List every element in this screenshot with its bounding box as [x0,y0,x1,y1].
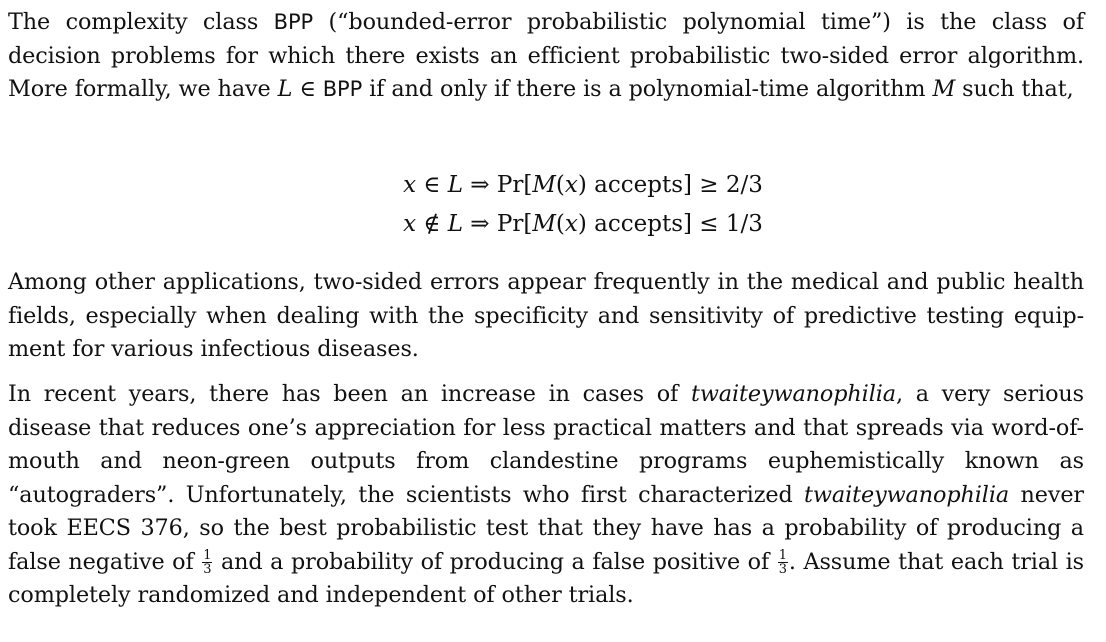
disease-name: twaiteywanophilia [690,381,896,407]
disease-text-2: , a very serious disease that reduces one’s appreciation for less practical matters and that spreads via word-of-mouth and neon-green outputs from clandestine programs euphemistically known as “autograders”. Unfortunately, the scientists who first characterized [8,381,1084,508]
disease-paragraph [8,378,1084,613]
class-name-bpp: BPP [273,10,314,34]
eq2-var-L: L [447,211,463,237]
eq2-tail: ) accepts] ≤ 1/3 [577,211,763,237]
eq1-relation: ∈ [416,172,448,198]
eq1-tail: ) accepts] ≥ 2/3 [577,172,763,198]
intro-text-1: The complexity class [8,9,274,35]
eq2-var-x-2: x [564,211,578,237]
fraction-numerator: 1 [778,548,787,563]
disease-name-2: twaiteywanophilia [804,481,1010,508]
eq2-var-x: x [403,211,417,237]
eq1-var-x: x [403,172,417,198]
math-var-L: L [277,76,293,102]
equation-accept [0,170,1106,200]
fraction-numerator: 1 [203,548,212,563]
eq2-var-M: M [532,211,556,237]
eq1-implies-pr: ⇒ Pr[ [463,172,533,198]
class-name-bpp-2: BPP [322,77,363,101]
math-var-M: M [932,76,956,102]
intro-text-4: such that, [955,76,1074,102]
math-in-symbol: ∈ [292,76,323,102]
equation-reject [0,209,1106,239]
disease-text-1: In recent years, there has been an increase in cases of [8,381,691,407]
intro-text-2: (“bounded-error probabilistic polynomial time”) is the class of decision problems for which there exists an efficient probabilistic two-sided error algorithm. More formally, we have [8,9,1084,102]
eq1-open-paren: ( [555,172,565,198]
intro-text-3: if and only if there is a polynomial-time algorithm [362,76,933,102]
eq1-var-L: L [447,172,463,198]
eq1-var-x-2: x [564,172,578,198]
disease-text-3: never took EECS 376, so the best probabilistic test that they have has a probability of producing a false negative of [8,481,1084,575]
fraction-denominator: 3 [778,562,787,577]
disease-text-5: . Assume that each trial is completely randomized and independent of other trials. [8,548,1084,608]
intro-paragraph [8,6,1084,107]
fraction-denominator: 3 [203,562,212,577]
fraction-false-negative [202,549,212,576]
fraction-false-positive [778,549,788,576]
eq2-open-paren: ( [555,211,565,237]
eq1-var-M: M [532,172,556,198]
eq2-implies-pr: ⇒ Pr[ [463,211,533,237]
eq2-relation: ∉ [416,211,448,237]
disease-text-4: and a probability of producing a false positive of [213,548,777,575]
applications-paragraph: Among other applications, two-sided errors appear frequently in the medical and public health fields, especially when dealing with the specificity and sensitivity of predictive testing equip-ment for various infectious diseases. [8,269,1084,362]
